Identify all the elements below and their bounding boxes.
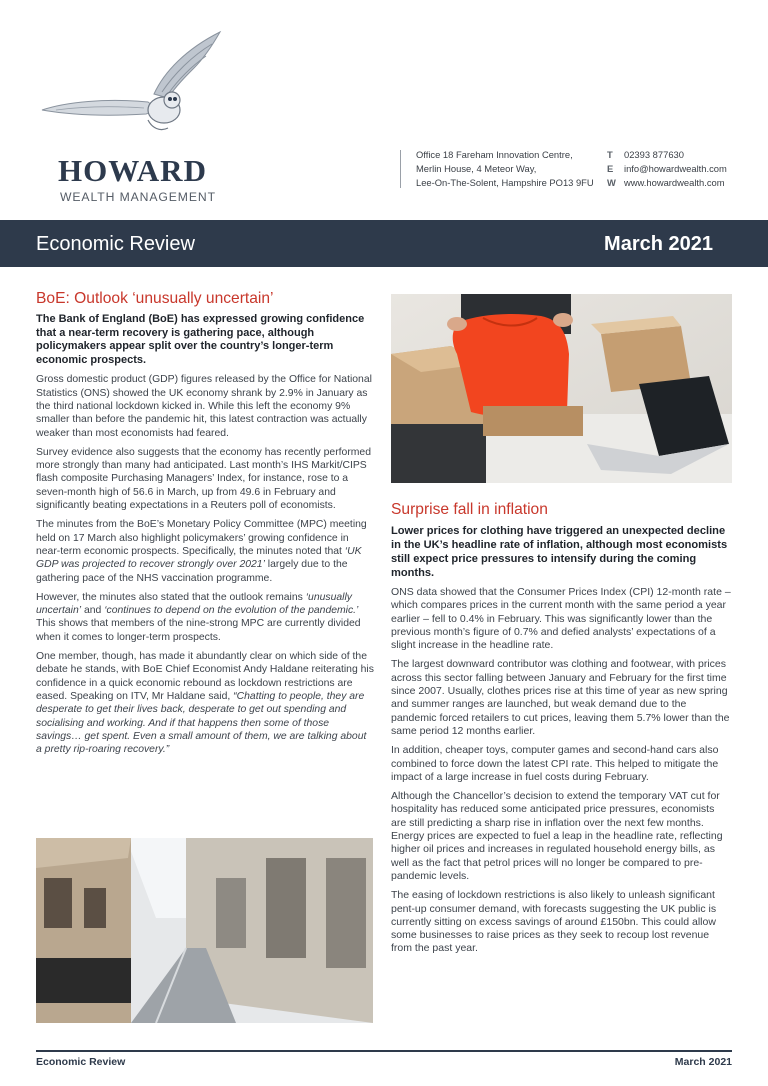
brand-name: HOWARD xyxy=(58,153,207,188)
contact-web xyxy=(607,176,727,190)
owl-emblem-icon xyxy=(36,24,236,154)
office-address xyxy=(416,148,594,189)
text-run: However, the minutes also stated that the outlook remains xyxy=(36,591,306,603)
article-paragraph: Survey evidence also suggests that the economy has recently performed more strongly than many had anticipated. Last month’s IHS Markit/CIPS flash composite Purchasing Managers’ Index, for instance, rose to a seven-month high of 56.6 in March, up from 49.6 in February and significantly beating expectations in a Reuters poll of economists. xyxy=(36,446,371,512)
quote-run: “Chatting to people, they are desperate to get their lives back, desperate to get out spending and socialising and working. And if that happens then some of those savings… get spent. Even a small amount of them, we are talking about a pretty rip-roaring recovery.” xyxy=(36,690,367,756)
clothing-parcel-photo xyxy=(391,294,732,483)
text-run: This shows that members of the nine-strong MPC are currently divided when it comes to longer-term prospects. xyxy=(36,618,361,643)
text-run: One member, though, has made it abundantly clear on which side of the debate he stands, with BoE Chief Economist Andy Haldane reiterating his confidence in a quick economic rebound as lockdown restrictions are eased. Speaking on ITV, Mr Haldane said, xyxy=(36,651,374,702)
quote-run: ‘UK GDP was projected to recover strongly over 2021’ xyxy=(36,545,362,571)
banner-date: March 2021 xyxy=(604,233,713,255)
article-boe xyxy=(36,289,374,762)
article-paragraph: The largest downward contributor was clothing and footwear, with prices across this sector falling between January and February for the first time since 2007. Usually, clothes prices rise at this time of year as new spring and summer ranges are launched, but weak demand due to the pandemic forced retailers to cut prices, leaving them 5.7% lower than the same period 12 months earlier. xyxy=(391,658,730,737)
website-link[interactable]: www.howardwealth.com xyxy=(624,176,725,188)
article-paragraph: Although the Chancellor’s decision to extend the temporary VAT cut for hospitality has reduced some anticipated price pressures, economists are still predicting a sharp rise in inflation over the next few months. Energy prices are expected to fuel a leap in the headline rate, reflecting higher oil prices and increases in regulated household energy bills, as well as the fact that petrol prices will no longer be compared to pre-pandemic levels. xyxy=(391,790,723,882)
text-run: largely due to the gathering pace of the NHS vaccination programme. xyxy=(36,559,348,584)
article-paragraph: In addition, cheaper toys, computer games and second-hand cars also combined to force down the latest CPI rate. This helped to mitigate the impact of a large increase in fuel costs during February. xyxy=(391,744,719,783)
address-line: Office 18 Fareham Innovation Centre, xyxy=(416,149,573,160)
banner-title: Economic Review xyxy=(36,233,195,255)
footer-title: Economic Review xyxy=(36,1056,126,1068)
article-paragraph: Gross domestic product (GDP) figures released by the Office for National Statistics (ONS) showed the UK economy shrank by 2.9% in January as the third national lockdown kicked in. While this left the economy 9% smaller than before the pandemic hit, this latest contraction was actually weaker than most economists had feared. xyxy=(36,374,372,439)
contact-email xyxy=(607,162,727,176)
article-paragraph xyxy=(36,518,374,584)
web-label: W xyxy=(607,176,616,188)
brand-logo xyxy=(36,24,236,204)
address-divider xyxy=(400,150,401,188)
article-paragraph: The easing of lockdown restrictions is also likely to unleash significant pent-up consumer demand, with forecasts suggesting the UK public is currently sitting on excess savings of around £150bn. This could allow some businesses to raise prices as they seek to recoup lost revenue from the past year. xyxy=(391,889,717,955)
london-street-photo xyxy=(36,838,373,1023)
contact-phone xyxy=(607,148,727,162)
phone-label: T xyxy=(607,149,613,160)
article-inflation xyxy=(391,500,731,962)
article-paragraph xyxy=(36,591,374,644)
brand-tagline: WEALTH MANAGEMENT xyxy=(60,190,216,204)
email-label: E xyxy=(607,162,614,174)
footer-date: March 2021 xyxy=(674,1056,732,1068)
quote-run: ‘continues to depend on the evolution of the pandemic.’ xyxy=(104,605,359,617)
text-run: and xyxy=(81,605,105,617)
phone-value[interactable]: 02393 877630 xyxy=(624,149,684,160)
email-link[interactable]: info@howardwealth.com xyxy=(624,162,727,174)
article-intro: Lower prices for clothing have triggered an unexpected decline in the UK’s headline rate of inflation, although most economists still expect price pressures to intensify during the coming months. xyxy=(391,525,728,579)
article-paragraph: ONS data showed that the Consumer Prices Index (CPI) 12-month rate – which compares prices in the current month with the same period a year earlier – fell to 0.4% in February. This was significantly lower than the previous month’s figure of 0.7% and defied analysts’ expectations of a slight increase in the headline rate. xyxy=(391,586,731,652)
text-run: The minutes from the BoE’s Monetary Policy Committee (MPC) meeting held on 17 March also highlight policymakers’ growing confidence in near-term economic prospects. Specifically, the minutes noted that xyxy=(36,519,367,557)
footer-divider xyxy=(36,1050,732,1052)
quote-run: ‘unusually uncertain’ xyxy=(36,591,352,617)
article-paragraph xyxy=(36,650,374,756)
contact-details xyxy=(607,148,727,189)
article-intro: The Bank of England (BoE) has expressed growing confidence that a near-term recovery is gathering pace, although policymakers appear split over the country’s longer-term economic prospects. xyxy=(36,313,365,366)
address-line: Merlin House, 4 Meteor Way, xyxy=(416,162,537,174)
article-heading: Surprise fall in inflation xyxy=(391,501,548,518)
article-heading: BoE: Outlook ‘unusually uncertain’ xyxy=(36,290,274,307)
address-line: Lee-On-The-Solent, Hampshire PO13 9FU xyxy=(416,176,594,188)
